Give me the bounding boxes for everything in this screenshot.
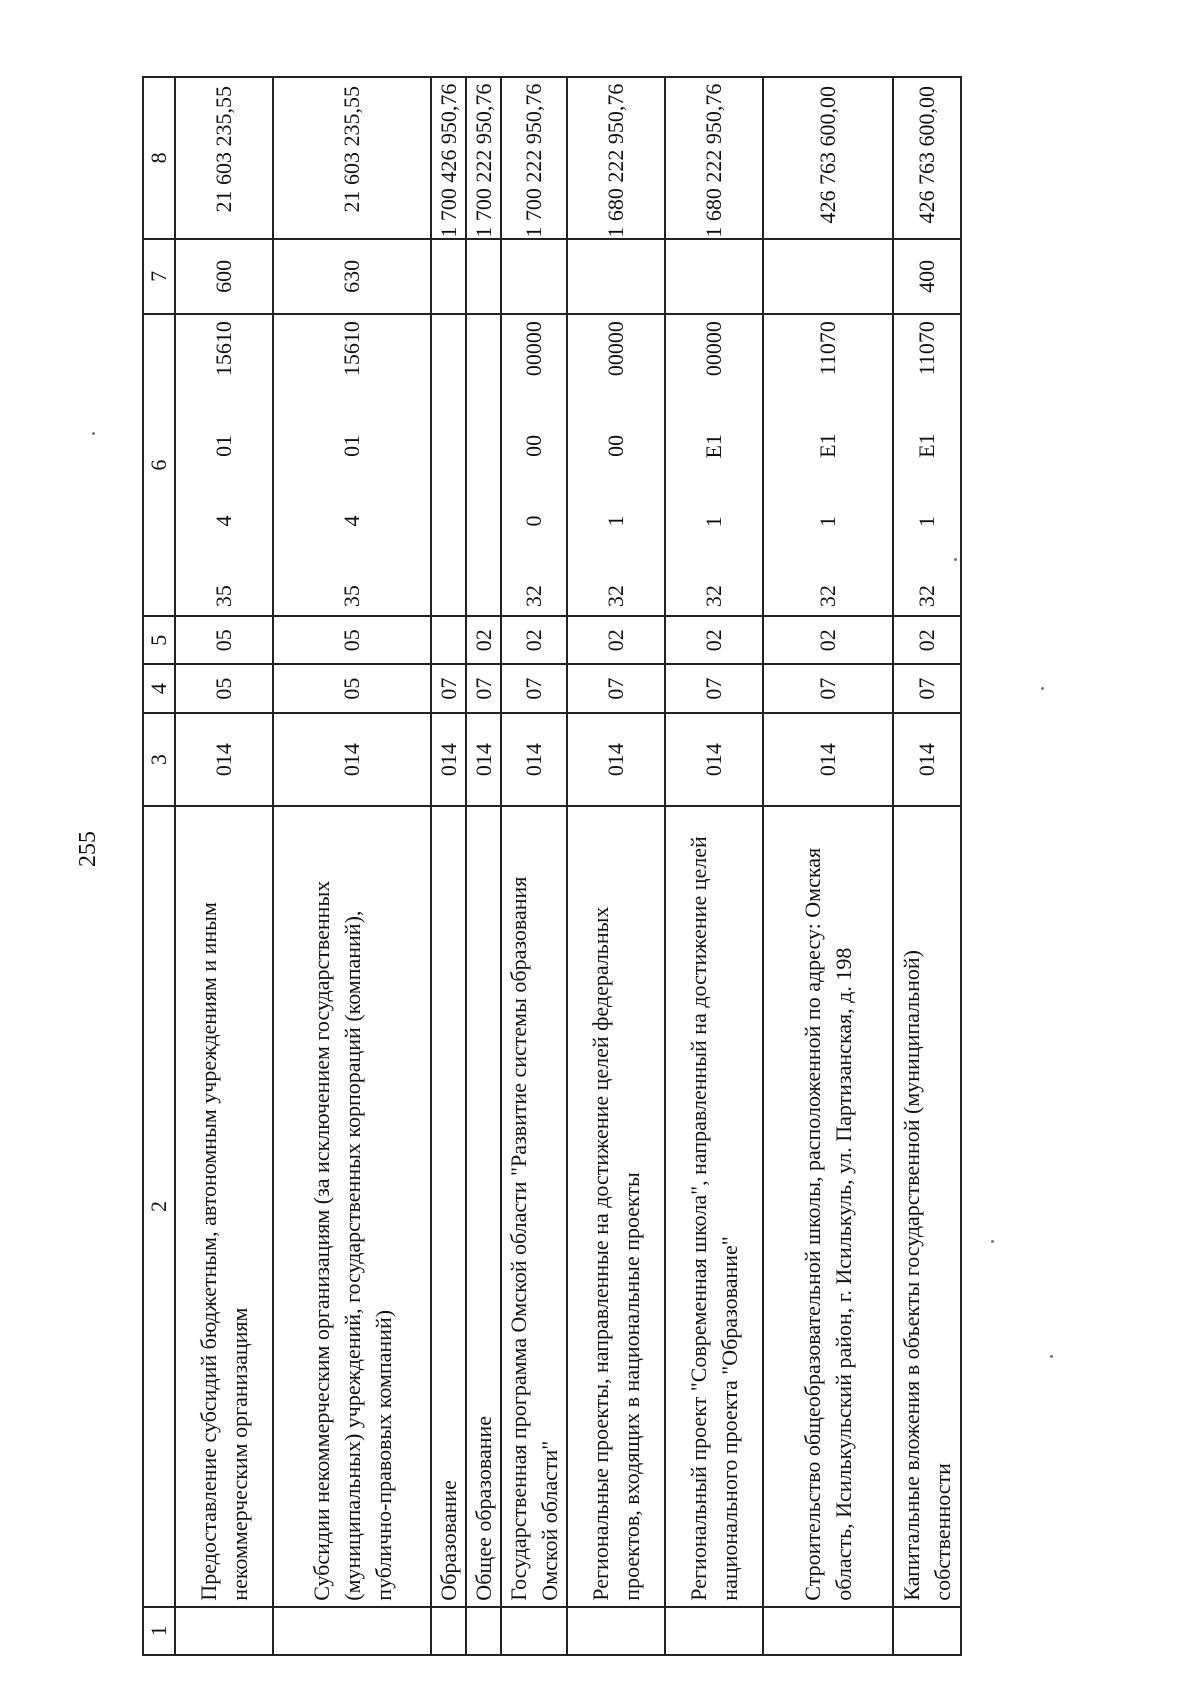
admin-code-cell: 014 <box>431 713 466 807</box>
admin-code-cell: 014 <box>665 713 763 807</box>
subsection-cell: 05 <box>273 616 431 664</box>
target-article-part: 00000 <box>603 321 628 377</box>
target-article-part: E1 <box>914 433 939 458</box>
description-cell: Государственная программа Омской области "Развитие системы образования Омской области" <box>501 806 567 1606</box>
col-header-4: 4 <box>143 664 175 712</box>
col-header-3: 3 <box>143 713 175 807</box>
target-article-part: 32 <box>914 585 939 608</box>
table-row <box>567 77 665 1655</box>
description-cell: Субсидии некоммерческим организациям (за исключением государственных (муниципальных) учреждений, государственных корпораций (компаний), публично-правовых компаний) <box>273 806 431 1606</box>
description-cell: Общее образование <box>466 806 501 1606</box>
row-number-cell <box>665 1607 763 1655</box>
subsection-cell: 02 <box>665 616 763 664</box>
admin-code-cell: 014 <box>567 713 665 807</box>
section-cell: 07 <box>665 664 763 712</box>
page-number: 255 <box>75 831 101 867</box>
table-row <box>763 77 893 1655</box>
target-article-part: 35 <box>339 585 364 608</box>
target-article-part: 4 <box>211 515 236 527</box>
target-article-part: 15610 <box>339 321 364 377</box>
subsection-cell: 05 <box>175 616 273 664</box>
subsection-cell: 02 <box>501 616 567 664</box>
expense-type-cell <box>466 239 501 315</box>
subsection-cell: 02 <box>567 616 665 664</box>
amount-cell: 21 603 235,55 <box>175 77 273 239</box>
expense-type-cell: 630 <box>273 239 431 315</box>
target-article-part: 00000 <box>521 321 546 377</box>
col-header-8: 8 <box>143 77 175 239</box>
amount-cell: 1 700 426 950,76 <box>431 77 466 239</box>
col-header-6: 6 <box>143 314 175 616</box>
amount-cell: 21 603 235,55 <box>273 77 431 239</box>
col-header-1: 1 <box>143 1607 175 1655</box>
description-cell: Капитальные вложения в объекты государственной (муниципальной) собственности <box>893 806 961 1606</box>
target-article-part: 32 <box>815 585 840 608</box>
expense-type-cell <box>665 239 763 315</box>
expense-type-cell: 400 <box>893 239 961 315</box>
expense-type-cell: 600 <box>175 239 273 315</box>
section-cell: 07 <box>501 664 567 712</box>
section-cell: 07 <box>893 664 961 712</box>
budget-table <box>142 76 962 1656</box>
amount-cell: 426 763 600,00 <box>763 77 893 239</box>
admin-code-cell: 014 <box>466 713 501 807</box>
admin-code-cell: 014 <box>273 713 431 807</box>
target-article-part: 00 <box>521 434 546 457</box>
expense-type-cell <box>567 239 665 315</box>
col-header-2: 2 <box>143 806 175 1606</box>
admin-code-cell: 014 <box>175 713 273 807</box>
target-article-cell <box>665 314 763 616</box>
col-header-5: 5 <box>143 616 175 664</box>
target-article-part: 01 <box>211 434 236 457</box>
row-number-cell <box>175 1607 273 1655</box>
table-row <box>893 77 961 1655</box>
subsection-cell: 02 <box>893 616 961 664</box>
target-article-cell <box>893 314 961 616</box>
section-cell: 07 <box>763 664 893 712</box>
target-article-part: 01 <box>339 434 364 457</box>
target-article-part: 1 <box>914 516 939 528</box>
target-article-cell <box>466 314 501 616</box>
expense-type-cell <box>763 239 893 315</box>
description-cell: Предоставление субсидий бюджетным, автономным учреждениям и иным некоммерческим организациям <box>175 806 273 1606</box>
row-number-cell <box>273 1607 431 1655</box>
description-cell: Образование <box>431 806 466 1606</box>
amount-cell: 1 700 222 950,76 <box>466 77 501 239</box>
section-cell: 05 <box>175 664 273 712</box>
amount-cell: 1 680 222 950,76 <box>665 77 763 239</box>
target-article-cell <box>273 314 431 616</box>
header-row <box>143 77 175 1655</box>
table-row <box>501 77 567 1655</box>
target-article-part: 1 <box>701 516 726 528</box>
target-article-cell <box>763 314 893 616</box>
target-article-part: 15610 <box>211 321 236 377</box>
target-article-part: 00000 <box>701 321 726 377</box>
target-article-part: 1 <box>603 515 628 527</box>
target-article-part: E1 <box>815 433 840 458</box>
section-cell: 07 <box>431 664 466 712</box>
expense-type-cell <box>431 239 466 315</box>
section-cell: 07 <box>466 664 501 712</box>
table-row <box>466 77 501 1655</box>
rotated-table-container <box>142 76 1187 1656</box>
description-cell: Региональные проекты, направленные на достижение целей федеральных проектов, входящих в национальные проекты <box>567 806 665 1606</box>
amount-cell: 1 700 222 950,76 <box>501 77 567 239</box>
target-article-cell <box>175 314 273 616</box>
table-row <box>175 77 273 1655</box>
row-number-cell <box>431 1607 466 1655</box>
target-article-cell <box>501 314 567 616</box>
table-row <box>273 77 431 1655</box>
target-article-part: 11070 <box>815 321 840 376</box>
target-article-part: 4 <box>339 515 364 527</box>
target-article-part: 1 <box>815 516 840 528</box>
target-article-part: 32 <box>521 585 546 608</box>
target-article-part: 35 <box>211 585 236 608</box>
amount-cell: 1 680 222 950,76 <box>567 77 665 239</box>
subsection-cell: 02 <box>466 616 501 664</box>
row-number-cell <box>466 1607 501 1655</box>
row-number-cell <box>763 1607 893 1655</box>
admin-code-cell: 014 <box>501 713 567 807</box>
target-article-part: 11070 <box>914 321 939 376</box>
target-article-part: 32 <box>603 585 628 608</box>
target-article-part: 32 <box>701 585 726 608</box>
expense-type-cell <box>501 239 567 315</box>
table-row <box>431 77 466 1655</box>
admin-code-cell: 014 <box>763 713 893 807</box>
subsection-cell <box>431 616 466 664</box>
row-number-cell <box>893 1607 961 1655</box>
row-number-cell <box>501 1607 567 1655</box>
admin-code-cell: 014 <box>893 713 961 807</box>
target-article-cell <box>431 314 466 616</box>
subsection-cell: 02 <box>763 616 893 664</box>
description-cell: Региональный проект "Современная школа", направленный на достижение целей национального проекта "Образование" <box>665 806 763 1606</box>
description-cell: Строительство общеобразовательной школы, расположенной по адресу: Омская область, Исилькульский район, г. Исилькуль, ул. Партизанская, д. 198 <box>763 806 893 1606</box>
section-cell: 05 <box>273 664 431 712</box>
row-number-cell <box>567 1607 665 1655</box>
amount-cell: 426 763 600,00 <box>893 77 961 239</box>
target-article-part: 00 <box>603 434 628 457</box>
table-row <box>665 77 763 1655</box>
target-article-cell <box>567 314 665 616</box>
target-article-part: E1 <box>701 434 726 459</box>
target-article-part: 0 <box>521 515 546 527</box>
section-cell: 07 <box>567 664 665 712</box>
col-header-7: 7 <box>143 239 175 315</box>
